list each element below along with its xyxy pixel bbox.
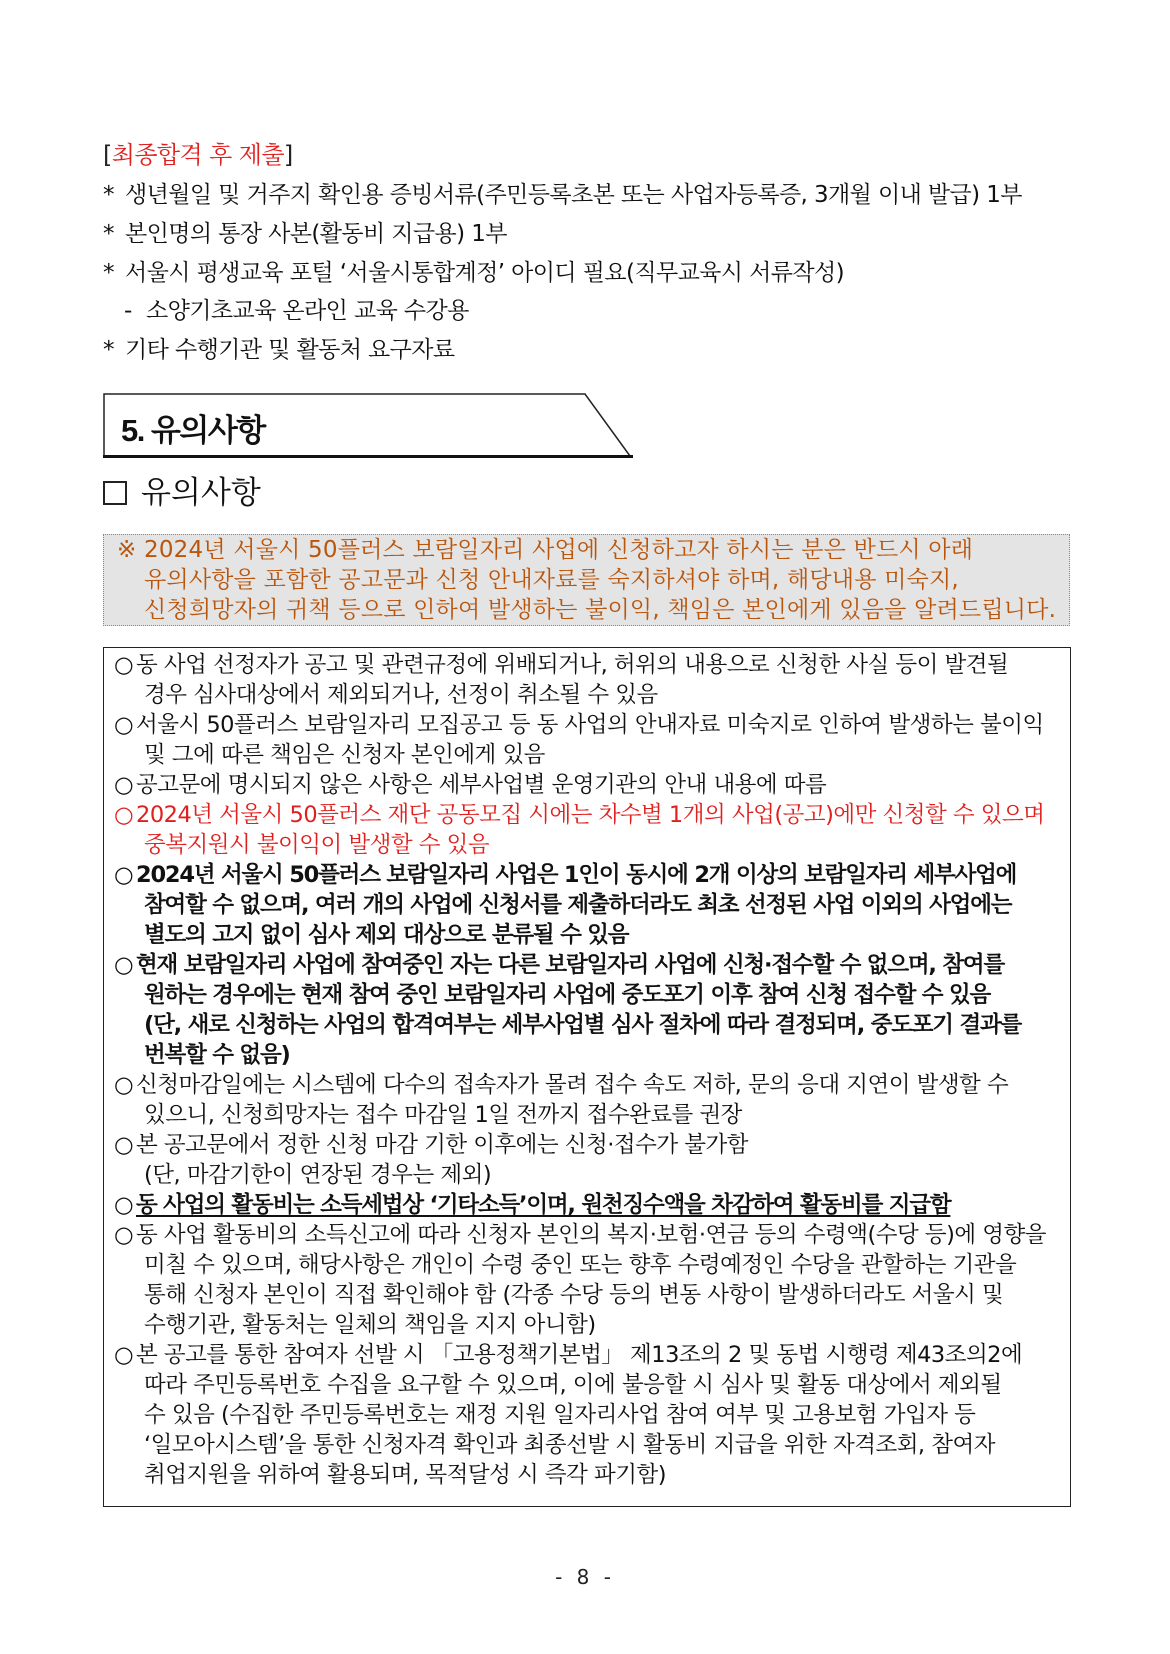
submission-item-text: 소양기초교육 온라인 교육 수강용 [146,298,469,324]
section-header [103,393,633,458]
note-item: ○ 본 공고문에서 정한 신청 마감 기한 이후에는 신청·접수가 불가함 [114,1132,748,1158]
submission-item [103,219,507,249]
submission-item-text: 생년월일 및 거주지 확인용 증빙서류(주민등록초본 또는 사업자등록증, 3개월 이내 발급) 1부 [125,182,1022,208]
note-item-continuation: 미칠 수 있으며, 해당사항은 개인이 수령 중인 또는 향후 수령예정인 수당을 관할하는 기관을 [144,1252,1017,1278]
circle-bullet-icon: ○ [114,1192,133,1218]
notice-text: 2024년 서울시 50플러스 보람일자리 사업에 신청하고자 하시는 분은 반드시 아래 [144,537,974,563]
note-item-emphasis: ○ 동 사업의 활동비는 소득세법상 ‘기타소득’이며, 원천징수액을 차감하여 활동비를 지급함 [114,1192,951,1218]
note-item-continuation: ‘일모아시스템’을 통한 신청자격 확인과 최종선발 시 활동비 지급을 위한 자격조회, 참여자 [144,1432,995,1458]
note-item-warning: ○ 2024년 서울시 50플러스 재단 공동모집 시에는 차수별 1개의 사업(공고)에만 신청할 수 있으며 [114,802,1045,828]
submission-item-text: 본인명의 통장 사본(활동비 지급용) 1부 [125,221,507,247]
circle-bullet-icon: ○ [114,1222,134,1248]
note-item-emphasis: ○ 현재 보람일자리 사업에 참여중인 자는 다른 보람일자리 사업에 신청·접수할 수 없으며, 참여를 [114,952,1004,978]
note-item: ○ 본 공고를 통한 참여자 선발 시 「고용정책기본법」 제13조의 2 및 동법 시행령 제43조의2에 [114,1342,1023,1368]
note-item-continuation: (단, 새로 신청하는 사업의 합격여부는 세부사업별 심사 절차에 따라 결정되며, 중도포기 결과를 [144,1012,1022,1038]
note-item-continuation: 있으니, 신청희망자는 접수 마감일 1일 전까지 접수완료를 권장 [144,1102,742,1128]
notes-box [103,647,1071,1507]
note-item-continuation: (단, 마감기한이 연장된 경우는 제외) [144,1162,492,1188]
circle-bullet-icon: ○ [114,772,134,798]
submission-item [103,258,844,288]
bracket-open: [ [103,141,112,169]
note-item-continuation: 중복지원시 불이익이 발생할 수 있음 [144,832,490,858]
dash-marker: - [124,298,132,324]
note-item-continuation: 취업지원을 위하여 활용되며, 목적달성 시 즉각 파기함) [144,1462,667,1488]
submission-heading-text: 최종합격 후 제출 [111,141,284,169]
notice-line: 유의사항을 포함한 공고문과 신청 안내자료를 숙지하셔야 하며, 해당내용 미숙지, [144,567,959,593]
submission-item-text: 서울시 평생교육 포털 ‘서울시통합계정’ 아이디 필요(직무교육시 서류작성) [125,260,844,286]
circle-bullet-icon: ○ [114,1072,134,1098]
circle-bullet-icon: ○ [114,952,133,978]
note-item: ○ 동 사업 활동비의 소득신고에 따라 신청자 본인의 복지·보험·연금 등의 수령액(수당 등)에 영향을 [114,1222,1046,1248]
page-number: - 8 - [555,1565,615,1589]
empty-square-icon [103,481,127,505]
note-item-continuation: 및 그에 따른 책임은 신청자 본인에게 있음 [144,742,545,768]
circle-bullet-icon: ○ [114,1342,134,1368]
note-item: ○ 신청마감일에는 시스템에 다수의 접속자가 몰려 접수 속도 저하, 문의 응대 지연이 발생할 수 [114,1072,1009,1098]
note-item-emphasis: ○ 2024년 서울시 50플러스 보람일자리 사업은 1인이 동시에 2개 이상의 보람일자리 세부사업에 [114,862,1017,888]
notice-box [103,534,1070,626]
note-item: ○ 동 사업 선정자가 공고 및 관련규정에 위배되거나, 허위의 내용으로 신청한 사실 등이 발견될 [114,652,1009,678]
note-item-continuation: 별도의 고지 없이 심사 제외 대상으로 분류될 수 있음 [144,922,629,948]
notice-line [117,535,973,565]
notice-line: 신청희망자의 귀책 등으로 인하여 발생하는 불이익, 책임은 본인에게 있음을 알려드립니다. [144,597,1057,623]
note-item-continuation: 통해 신청자 본인이 직접 확인해야 함 (각종 수당 등의 변동 사항이 발생하더라도 서울시 및 [144,1282,1004,1308]
circle-bullet-icon: ○ [114,712,134,738]
circle-bullet-icon: ○ [114,862,133,888]
note-item-continuation: 경우 심사대상에서 제외되거나, 선정이 취소될 수 있음 [144,682,658,708]
asterisk-marker: * [103,337,114,363]
submission-subitem [124,296,469,326]
note-item-continuation: 원하는 경우에는 현재 참여 중인 보람일자리 사업에 중도포기 이후 참여 신청 접수할 수 있음 [144,982,991,1008]
note-item: ○ 공고문에 명시되지 않은 사항은 세부사업별 운영기관의 안내 내용에 따름 [114,772,827,798]
note-item-continuation: 참여할 수 없으며, 여러 개의 사업에 신청서를 제출하더라도 최초 선정된 사업 이외의 사업에는 [144,892,1012,918]
asterisk-marker: * [103,221,114,247]
note-item-continuation: 수 있음 (수집한 주민등록번호는 재정 지원 일자리사업 참여 여부 및 고용보험 가입자 등 [144,1402,976,1428]
bracket-close: ] [283,141,293,169]
submission-item-text: 기타 수행기관 및 활동처 요구자료 [125,337,455,363]
reference-mark-icon: ※ [117,537,137,563]
asterisk-marker: * [103,260,114,286]
submission-item [103,335,455,365]
note-item-continuation: 수행기관, 활동처는 일체의 책임을 지지 아니함) [144,1312,596,1338]
subheading-text: 유의사항 [141,475,261,511]
note-item-continuation: 번복할 수 없음) [144,1042,290,1068]
submission-item [103,180,1022,210]
note-item: ○ 서울시 50플러스 보람일자리 모집공고 등 동 사업의 안내자료 미숙지로 인하여 발생하는 불이익 [114,712,1044,738]
circle-bullet-icon: ○ [114,802,134,828]
section-title: 5. 유의사항 [121,413,265,448]
asterisk-marker: * [103,182,114,208]
note-item-continuation: 따라 주민등록번호 수집을 요구할 수 있으며, 이에 불응할 시 심사 및 활동 대상에서 제외될 [144,1372,1002,1398]
circle-bullet-icon: ○ [114,652,134,678]
submission-heading [103,140,293,170]
subheading [103,473,261,513]
circle-bullet-icon: ○ [114,1132,134,1158]
